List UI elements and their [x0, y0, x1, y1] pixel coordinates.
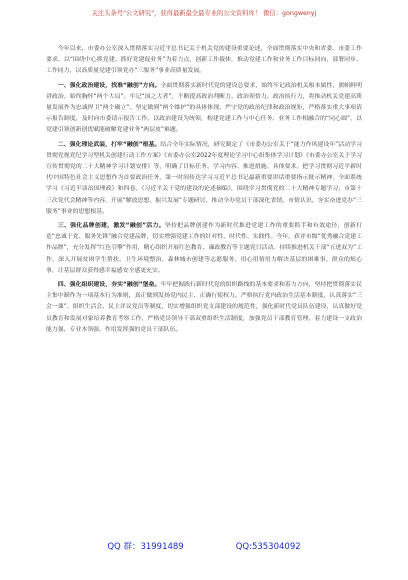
- section-2-title: 二、强化理论武装，打牢“融创”根基。: [57, 141, 161, 148]
- section-1-paragraph: [46, 81, 362, 137]
- section-1-title: 一、强化政治建设，找准“融创”方向。: [57, 82, 161, 89]
- section-4-paragraph: [46, 280, 362, 336]
- section-4-title: 四、强化组织建设，夯实“融创”堡垒。: [57, 282, 161, 289]
- section-3-paragraph: [46, 221, 362, 277]
- section-3-title: 三、强化品牌创建，激发“融创”活力。: [57, 223, 165, 230]
- section-3-text: 坚持把品牌创建作为新时代推进党建工作的重要抓手和有效途径，创新打造“忠诚于党、服务先锋”融合党建品牌，切实增强党建工作的针对性、时代性、实践性。今年，获评市级“优秀融合党建工作品牌”，充分发挥“红色引擎”作用，精心组织开展红色教育、廉政教育等主题党日活动。持续推进机关干部“五进双为”工作，深入开展贫困学生帮扶、卫生环境整治、森林城市创建等志愿服务，用心用情用力解决基层的困难事、群众的烦心事，让基层群众获得感幸福感安全感更充实。: [46, 223, 362, 274]
- qq-number-text: QQ:535304092: [235, 542, 301, 552]
- section-2-text: 结合全年实际情况，研究制定了《市委办公室关于“能力作风建设年”活动学习贯彻党规党纪学习型机关创建行动工作方案》《市委办公室2022年度理论学习中心组集体学习计划》《市委办公室关于学习宣传贯彻党的二十大精神学习计划安排》等，明确了目标任务、学习内容、推进措施、具体要求。把学习贯彻习近平新时代中国特色社会主义思想作为首要政治任务，第一时间传达学习习近平总书记最新重要讲话重要指示批示精神，全面系统学习《习近平谈治国理政》和四卷、《习近平关于党的建设的论述摘编》，围绕学习贯彻党的二十大精神专题学习，市第十三次党代会精神等内容，开展“解放思想、振兴发展”专题研讨，推动全办党员干部深化省情、市情认识，夯实奋进党办“三服务”事业的思想根基。: [46, 141, 362, 215]
- document-body: [46, 44, 362, 339]
- section-4-text: 牢牢把握践行新时代党的组织路线的基本要求和着力方向，坚持把贯彻落实民主集中制作为一项基本行为准则，真正做到发扬党内民主、正确行使权力。严格执行党内政治生活基本制度，认真落实“三会一课”、组织生活会、民主评议党员等制度，切实增强组织党支部建设的规范性，强化新时代党员队伍建设，认真做好党员教育和发展对象培养教育考察工作，严格党员领导干部双重组织生活制度，加强党员干部教育管理，着力建设一支政治能力强、专业本领强、作用发挥强的党员干部队伍。: [46, 282, 362, 333]
- intro-paragraph: [46, 44, 362, 78]
- section-1-text: 全面贯彻落实新时代党的建设总要求，始终牢记政治机关根本属性，旗帜鲜明讲政治，始终胸怀“两个大局”、牢记“国之大者”，不断提高政治判断力、政治领悟力、政治执行力，将推动机关党建高质量发展作为忠诚捍卫“两个确立”、坚定做到“两个维护”的具体体现。严守党的政治纪律和政治规矩，严格落实重大事项请示报告制度，及时向市委请示报告工作。以政治建设为统领，构建党建工作与中心任务、业务工作相融合的“同心圆”，以党建引领创新创优赋能破解党建业务“两层皮”难题。: [46, 82, 362, 134]
- qq-group-text: QQ 群：31991489: [107, 542, 184, 552]
- contact-footer: [0, 542, 408, 552]
- paragraph-text: 今年以来，市委办公室深入贯彻落实习近平总书记关于机关党的建设重要论述，全面贯彻落实中央和省委、市委工作要求，以“围绕中心抓党建、抓好党建促业务”为着力点，创新工作载体，推动党建工作和业务工作目标同向、部署同步、工作同力，以高质量党建引领党办“三服务”事业高质量发展。: [46, 46, 362, 75]
- section-2-paragraph: [46, 140, 362, 218]
- promo-header: 关注头条号"公文研究"，获得最新最全最专业的公文资料库！ 微信：gongwenyj: [91, 10, 317, 17]
